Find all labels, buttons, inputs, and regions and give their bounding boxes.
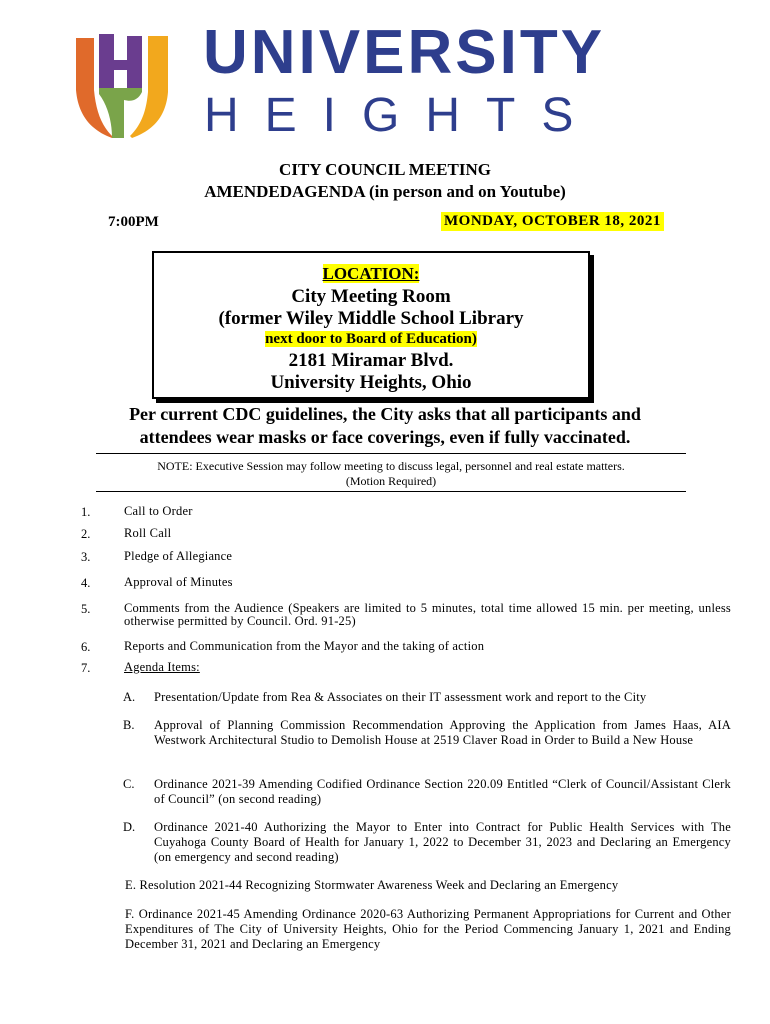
- item-number: 6.: [81, 640, 91, 654]
- location-address: 2181 Miramar Blvd.: [288, 350, 454, 371]
- location-next-door: next door to Board of Education): [265, 331, 477, 347]
- note-line-2: (Motion Required): [345, 474, 437, 488]
- executive-session-note: [96, 459, 686, 489]
- agenda-letter: D.: [123, 820, 136, 834]
- location-former-name: (former Wiley Middle School Library: [218, 308, 524, 329]
- meeting-title: CITY COUNCIL MEETING: [279, 160, 491, 179]
- meeting-date: MONDAY, OCTOBER 18, 2021: [441, 212, 664, 231]
- agenda-title: AMENDEDAGENDA (in person and on Youtube): [204, 182, 566, 201]
- logo-wordmark-university: UNIVERSITY: [203, 18, 606, 87]
- item-audience-comments: Comments from the Audience (Speakers are limited to 5 minutes, total time allowed 15 min. per meeting, unless otherwise permitted by Council. Ord. 91-25): [124, 601, 731, 628]
- agenda-item-d: Ordinance 2021-40 Authorizing the Mayor to Enter into Contract for Public Health Services with The Cuyahoga County Board of Health for January 1, 2022 to December 31, 2023 and Declaring an Emergency (on emergency and second reading): [154, 820, 731, 864]
- item-reports: Reports and Communication from the Mayor and the taking of action: [124, 639, 485, 653]
- agenda-item-f-text: Ordinance 2021-45 Amending Ordinance 2020-63 Authorizing Permanent Appropriations for Current and Other Expenditures of The City of University Heights, Ohio for the Period Commencing January 1, 2021 and Ending December 31, 2021 and Declaring an Emergency: [125, 907, 731, 951]
- location-box: [152, 251, 590, 399]
- agenda-item-e-text: Resolution 2021-44 Recognizing Stormwater Awareness Week and Declaring an Emergency: [139, 878, 619, 892]
- agenda-letter: A.: [123, 690, 136, 704]
- item-number: 7.: [81, 661, 91, 675]
- item-number: 1.: [81, 505, 91, 519]
- cdc-guidelines-notice: [60, 403, 710, 449]
- agenda-item-b: Approval of Planning Commission Recommendation Approving the Application from James Haas, AIA Westwork Architectural Studio to Demolish House at 2519 Claver Road in Order to Build a New House: [154, 718, 731, 747]
- agenda-letter: F.: [125, 907, 135, 921]
- location-room: City Meeting Room: [291, 286, 451, 307]
- item-agenda-items: Agenda Items:: [124, 660, 200, 674]
- cdc-line-2: attendees wear masks or face coverings, even if fully vaccinated.: [139, 427, 631, 447]
- meeting-time: 7:00PM: [108, 214, 159, 230]
- agenda-item-a: Presentation/Update from Rea & Associates on their IT assessment work and report to the City: [154, 690, 647, 704]
- location-city: University Heights, Ohio: [270, 372, 472, 393]
- agenda-item-c: Ordinance 2021-39 Amending Codified Ordinance Section 220.09 Entitled “Clerk of Council/Assistant Clerk of Council” (on second reading): [154, 777, 731, 806]
- item-approval-minutes: Approval of Minutes: [124, 575, 233, 589]
- agenda-item-f: [125, 907, 731, 952]
- item-number: 4.: [81, 576, 91, 590]
- agenda-letter: E.: [125, 878, 137, 892]
- divider-top: [96, 453, 686, 454]
- cdc-line-1: Per current CDC guidelines, the City asks that all participants and: [129, 404, 641, 424]
- university-heights-logo-mark: [72, 30, 180, 140]
- location-label: LOCATION:: [322, 264, 420, 283]
- agenda-letter: C.: [123, 777, 135, 791]
- item-number: 3.: [81, 550, 91, 564]
- item-call-to-order: Call to Order: [124, 504, 193, 518]
- divider-bottom: [96, 491, 686, 492]
- agenda-item-e: [125, 878, 731, 893]
- item-number: 2.: [81, 527, 91, 541]
- logo-wordmark-heights: HEIGHTS: [204, 89, 600, 142]
- note-line-1: NOTE: Executive Session may follow meeting to discuss legal, personnel and real estate matters.: [157, 459, 625, 473]
- item-roll-call: Roll Call: [124, 526, 172, 540]
- item-pledge: Pledge of Allegiance: [124, 549, 233, 563]
- agenda-letter: B.: [123, 718, 135, 732]
- item-number: 5.: [81, 602, 91, 616]
